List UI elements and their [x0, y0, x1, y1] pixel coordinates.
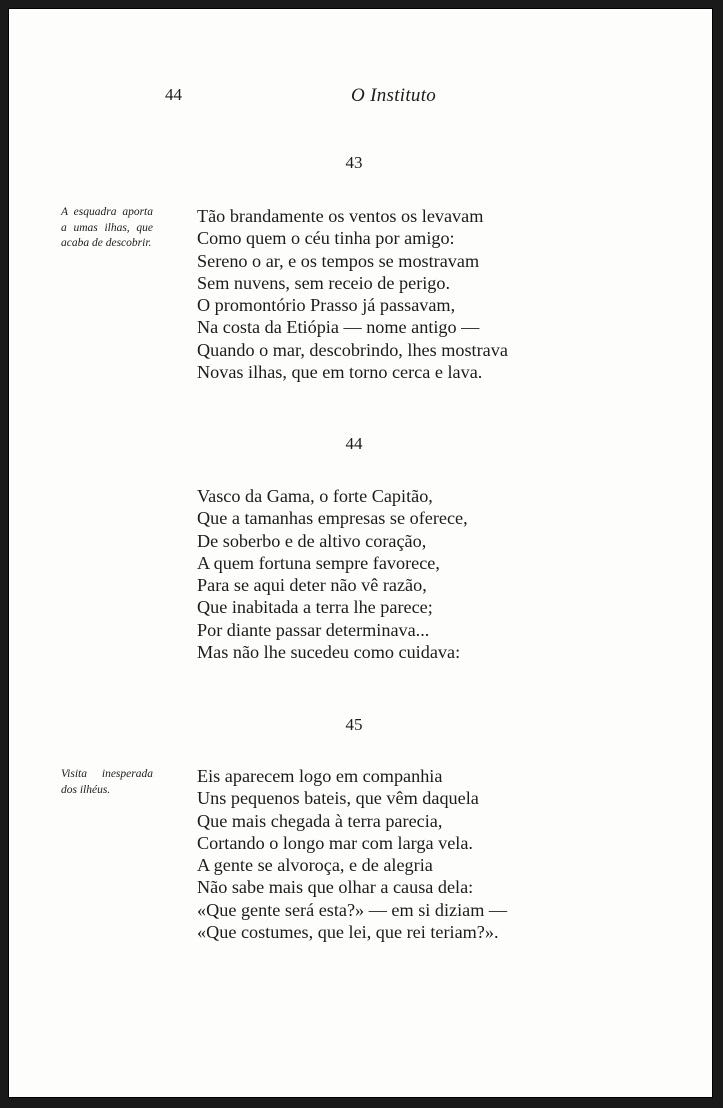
verse-line: Tão brandamente os ventos os levavam: [197, 206, 484, 226]
verse-line: «Que costumes, que lei, que rei teriam?».: [197, 922, 499, 943]
verse-line: A gente se alvoroça, e de alegria: [197, 855, 433, 876]
verse-line: Quando o mar, descobrindo, lhes mostrava: [197, 339, 508, 360]
verse-line: Para se aqui deter não vê razão,: [197, 575, 427, 596]
verse-line: Vasco da Gama, o forte Capitão,: [197, 486, 433, 506]
verse-line: Sem nuvens, sem receio de perigo.: [197, 272, 451, 293]
verse-line: Uns pequenos bateis, que vêm daquela: [197, 788, 479, 809]
verse-line: Que a tamanhas empresas se oferece,: [197, 508, 468, 529]
verse-line: Não sabe mais que olhar a causa dela:: [197, 877, 474, 898]
stanza-verses: [197, 485, 468, 663]
verse-line: Por diante passar determinava...: [197, 619, 430, 640]
verse-line: O promontório Prasso já passavam,: [197, 295, 456, 316]
verse-line: «Que gente será esta?» — em si diziam —: [197, 899, 508, 920]
verse-line: Como quem o céu tinha por amigo:: [197, 228, 455, 249]
stanza-number: 43: [345, 153, 363, 172]
verse-line: Que inabitada a terra lhe parece;: [197, 597, 433, 618]
verse-line: Eis aparecem logo em companhia: [197, 766, 443, 786]
verse-line: Mas não lhe sucedeu como cuidava:: [197, 642, 461, 663]
stanza-verses: [197, 205, 508, 383]
page-number: 44: [165, 85, 182, 104]
verse-line: De soberbo e de altivo coração,: [197, 530, 427, 551]
margin-note: Visita inesperada dos ilhéus.: [61, 768, 153, 796]
stanza-verses: [197, 765, 507, 943]
verse-line: A quem fortuna sempre favorece,: [197, 552, 440, 573]
verse-line: Novas ilhas, que em torno cerca e lava.: [197, 362, 483, 383]
book-page: [8, 8, 713, 1098]
margin-note: A esquadra aporta a umas ilhas, que acaba de descobrir.: [61, 206, 153, 249]
stanza-number: 44: [345, 434, 363, 453]
stanza-number: 45: [345, 715, 363, 734]
verse-line: Na costa da Etiópia — nome antigo —: [197, 317, 480, 338]
running-title: O Instituto: [351, 85, 437, 106]
verse-line: Que mais chegada à terra parecia,: [197, 810, 443, 831]
verse-line: Cortando o longo mar com larga vela.: [197, 832, 473, 853]
verse-line: Sereno o ar, e os tempos se mostravam: [197, 250, 480, 271]
